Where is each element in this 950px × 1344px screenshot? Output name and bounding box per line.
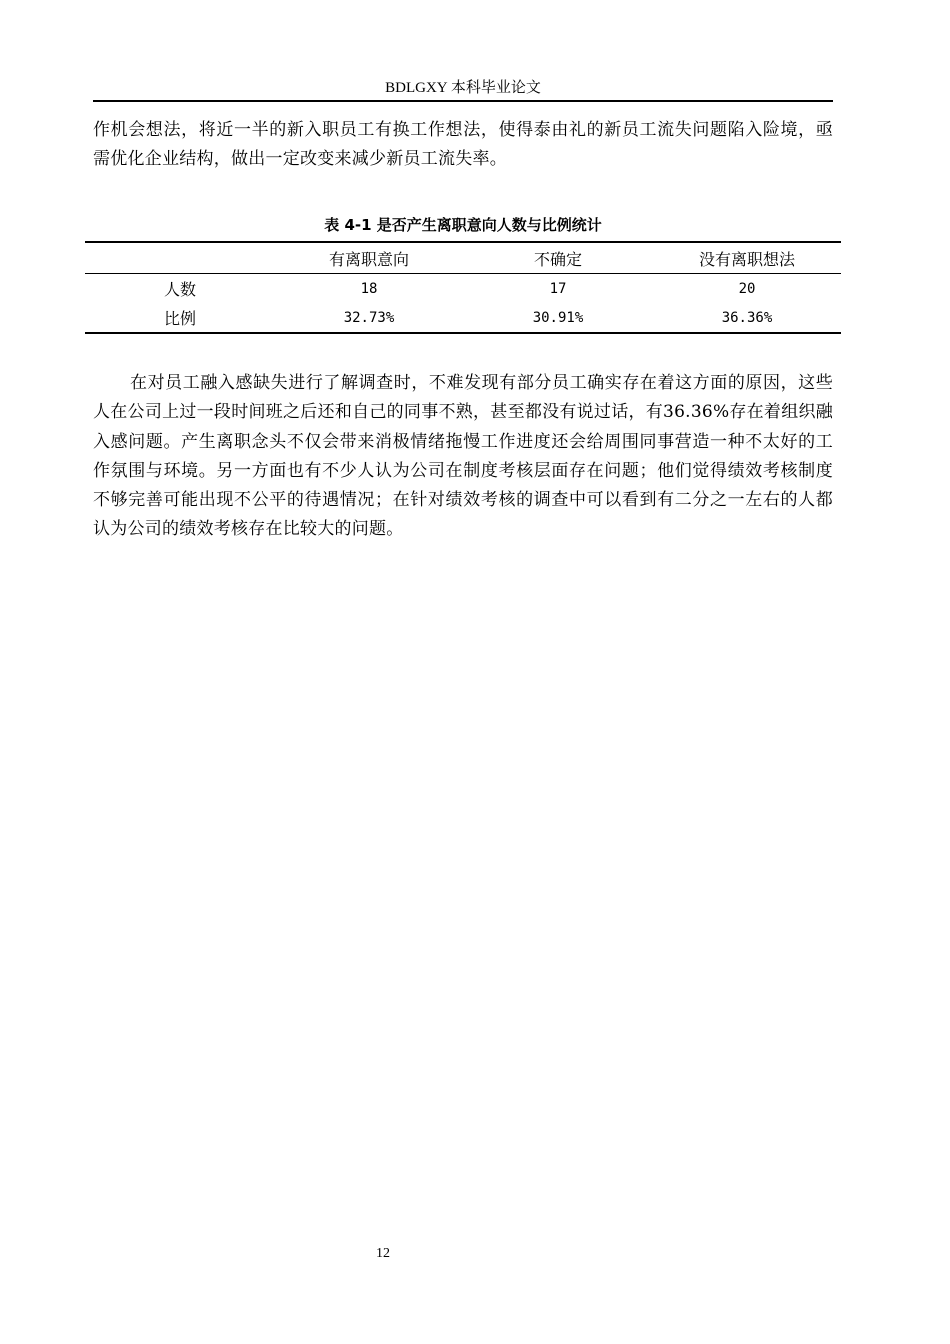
- page-number: 12: [376, 1246, 390, 1261]
- body-paragraph-1: 作机会想法，将近一半的新入职员工有换工作想法，使得泰由礼的新员工流失问题陷入险境，亟需优化企业结构，做出一定改变来减少新员工流失率。: [93, 120, 833, 170]
- page-header: BDLGXY 本科毕业论文: [385, 80, 541, 96]
- table-cell: 30.91%: [532, 309, 584, 326]
- table-header-cell-uncertain: 不确定: [463, 242, 653, 274]
- table-header-row: [85, 242, 841, 274]
- table-body: [85, 274, 841, 334]
- table-cell: 32.73%: [343, 309, 395, 326]
- data-table: [85, 241, 841, 334]
- table-header-cell-intent: 有离职意向: [275, 242, 463, 274]
- table-cell: 20: [738, 280, 756, 297]
- table-cell: 17: [549, 280, 567, 297]
- table-row-label: 人数: [163, 280, 196, 299]
- header-divider: [93, 100, 833, 102]
- table-caption: 表 4-1 是否产生离职意向人数与比例统计: [324, 216, 602, 234]
- table-row-label: 比例: [163, 309, 196, 328]
- body-paragraph-2: 在对员工融入感缺失进行了解调查时，不难发现有部分员工确实存在着这方面的原因，这些人在公司上过一段时间班之后还和自己的同事不熟，甚至都没有说过话，有36.36%存在着组织融入感问题。产生离职念头不仅会带来消极情绪拖慢工作进度还会给周围同事营造一种不太好的工作氛围与环境。另一方面也有不少人认为公司在制度考核层面存在问题；他们觉得绩效考核制度不够完善可能出现不公平的待遇情况；在针对绩效考核的调查中可以看到有二分之一左右的人都认为公司的绩效考核存在比较大的问题。: [93, 373, 833, 540]
- table-header-cell-no-intent: 没有离职想法: [653, 242, 841, 274]
- table-cell: 18: [360, 280, 378, 297]
- table-header: [85, 242, 841, 274]
- table-header-cell-empty: [85, 242, 275, 274]
- table-row: [85, 274, 841, 304]
- table-row: [85, 303, 841, 333]
- table-cell: 36.36%: [721, 309, 773, 326]
